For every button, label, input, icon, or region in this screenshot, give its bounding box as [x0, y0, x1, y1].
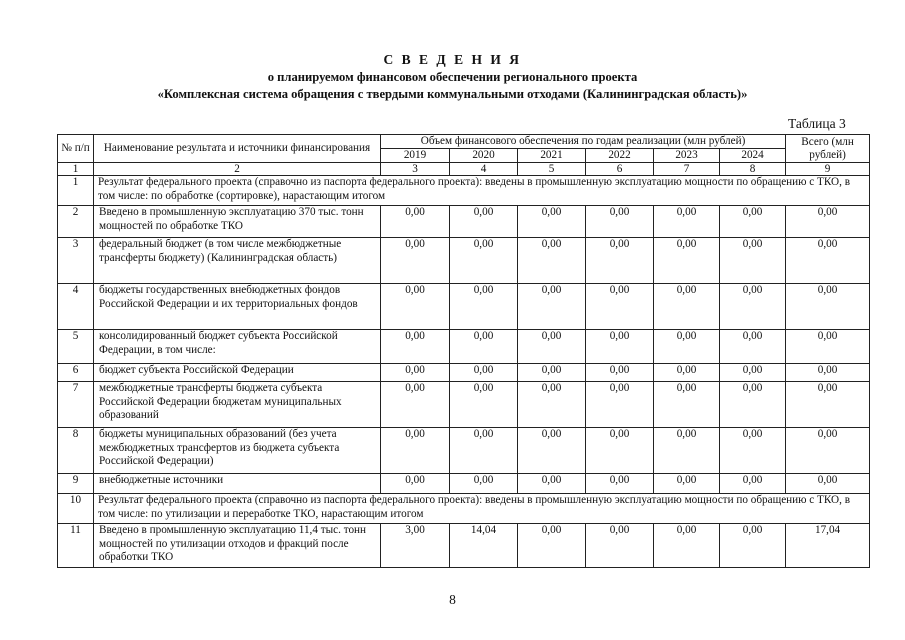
year-value: 0,00 [450, 284, 518, 330]
year-value: 0,00 [450, 364, 518, 382]
total-value: 0,00 [786, 382, 870, 428]
result-description: Результат федерального проекта (справочно из паспорта федерального проекта): введены в промышленную эксплуатацию мощности по обращению с ТКО, в том числе: по обработке (сортировке), нарастающим итогом [94, 176, 870, 206]
table-label: Таблица 3 [788, 116, 846, 131]
year-value: 0,00 [654, 524, 720, 568]
table-row [58, 284, 870, 330]
row-name: внебюджетные источники [94, 474, 381, 494]
column-index: 8 [720, 163, 786, 176]
year-header: 2024 [720, 149, 786, 163]
column-index: 3 [381, 163, 450, 176]
year-value: 0,00 [450, 206, 518, 238]
row-name: Введено в промышленную эксплуатацию 370 тыс. тонн мощностей по обработке ТКО [94, 206, 381, 238]
column-index: 4 [450, 163, 518, 176]
year-header: 2022 [586, 149, 654, 163]
column-index: 1 [58, 163, 94, 176]
table-row [58, 474, 870, 494]
year-value: 0,00 [450, 382, 518, 428]
year-value: 0,00 [586, 330, 654, 364]
year-value: 14,04 [450, 524, 518, 568]
year-header: 2021 [518, 149, 586, 163]
year-value: 0,00 [720, 474, 786, 494]
year-value: 0,00 [586, 364, 654, 382]
year-value: 0,00 [586, 474, 654, 494]
year-value: 0,00 [518, 206, 586, 238]
year-value: 0,00 [720, 382, 786, 428]
header-row-indices [58, 163, 870, 176]
year-header: 2019 [381, 149, 450, 163]
row-number: 2 [58, 206, 94, 238]
result-description: Результат федерального проекта (справочно из паспорта федерального проекта): введены в промышленную эксплуатацию мощности по обращению с ТКО, в том числе: по утилизации и переработке ТКО, нарастающим итогом [94, 494, 870, 524]
col-total-header: Всего (млн рублей) [786, 135, 870, 163]
year-value: 0,00 [518, 238, 586, 284]
year-value: 0,00 [381, 206, 450, 238]
row-name: бюджеты государственных внебюджетных фондов Российской Федерации и их территориальных фондов [94, 284, 381, 330]
year-value: 0,00 [381, 364, 450, 382]
year-value: 0,00 [720, 364, 786, 382]
year-header: 2023 [654, 149, 720, 163]
year-value: 0,00 [586, 524, 654, 568]
table-row [58, 176, 870, 206]
row-name: бюджет субъекта Российской Федерации [94, 364, 381, 382]
total-value: 0,00 [786, 206, 870, 238]
table-row [58, 382, 870, 428]
table-row [58, 238, 870, 284]
financing-table [57, 134, 870, 568]
total-value: 0,00 [786, 428, 870, 474]
year-value: 3,00 [381, 524, 450, 568]
year-value: 0,00 [654, 206, 720, 238]
year-value: 0,00 [450, 238, 518, 284]
year-value: 0,00 [654, 330, 720, 364]
page-number: 8 [449, 592, 456, 607]
row-name: бюджеты муниципальных образований (без учета межбюджетных трансфертов из бюджета субъекта Российской Федерации) [94, 428, 381, 474]
row-number: 6 [58, 364, 94, 382]
col-volume-header: Объем финансового обеспечения по годам реализации (млн рублей) [381, 135, 786, 149]
year-value: 0,00 [720, 284, 786, 330]
year-value: 0,00 [720, 330, 786, 364]
row-number: 11 [58, 524, 94, 568]
year-value: 0,00 [654, 474, 720, 494]
year-value: 0,00 [518, 330, 586, 364]
year-value: 0,00 [720, 524, 786, 568]
row-name: Введено в промышленную эксплуатацию 11,4 тыс. тонн мощностей по утилизации отходов и фракций после обработки ТКО [94, 524, 381, 568]
year-value: 0,00 [450, 474, 518, 494]
total-value: 0,00 [786, 364, 870, 382]
column-index: 2 [94, 163, 381, 176]
year-value: 0,00 [381, 238, 450, 284]
year-value: 0,00 [654, 364, 720, 382]
row-number: 10 [58, 494, 94, 524]
column-index: 7 [654, 163, 720, 176]
year-value: 0,00 [654, 284, 720, 330]
year-value: 0,00 [720, 238, 786, 284]
total-value: 0,00 [786, 238, 870, 284]
row-number: 8 [58, 428, 94, 474]
year-value: 0,00 [518, 364, 586, 382]
year-value: 0,00 [381, 474, 450, 494]
year-value: 0,00 [586, 382, 654, 428]
total-value: 0,00 [786, 284, 870, 330]
year-value: 0,00 [381, 330, 450, 364]
year-header: 2020 [450, 149, 518, 163]
year-value: 0,00 [450, 428, 518, 474]
row-number: 7 [58, 382, 94, 428]
year-value: 0,00 [518, 382, 586, 428]
header-row-1 [58, 135, 870, 149]
year-value: 0,00 [586, 238, 654, 284]
year-value: 0,00 [518, 474, 586, 494]
year-value: 0,00 [586, 284, 654, 330]
row-number: 1 [58, 176, 94, 206]
year-value: 0,00 [381, 382, 450, 428]
year-value: 0,00 [720, 206, 786, 238]
table-row [58, 494, 870, 524]
col-name-header: Наименование результата и источники финансирования [94, 135, 381, 163]
row-number: 5 [58, 330, 94, 364]
year-value: 0,00 [586, 206, 654, 238]
table-row [58, 206, 870, 238]
column-index: 9 [786, 163, 870, 176]
row-number: 4 [58, 284, 94, 330]
table-row [58, 364, 870, 382]
year-value: 0,00 [654, 382, 720, 428]
col-num-header: № п/п [58, 135, 94, 163]
year-value: 0,00 [654, 428, 720, 474]
document-title: С В Е Д Е Н И Я [383, 52, 522, 67]
year-value: 0,00 [654, 238, 720, 284]
total-value: 0,00 [786, 330, 870, 364]
table-body [58, 176, 870, 568]
table-row [58, 524, 870, 568]
document-subtitle: о планируемом финансовом обеспечении регионального проекта [267, 70, 638, 84]
year-value: 0,00 [720, 428, 786, 474]
column-index: 6 [586, 163, 654, 176]
year-value: 0,00 [518, 428, 586, 474]
total-value: 0,00 [786, 474, 870, 494]
table-row [58, 428, 870, 474]
year-value: 0,00 [450, 330, 518, 364]
row-number: 3 [58, 238, 94, 284]
project-name: «Комплексная система обращения с твердыми коммунальными отходами (Калининградская область)» [157, 87, 748, 101]
year-value: 0,00 [518, 284, 586, 330]
row-name: консолидированный бюджет субъекта Российской Федерации, в том числе: [94, 330, 381, 364]
year-value: 0,00 [518, 524, 586, 568]
column-index: 5 [518, 163, 586, 176]
table-row [58, 330, 870, 364]
year-value: 0,00 [381, 428, 450, 474]
year-value: 0,00 [586, 428, 654, 474]
row-name: федеральный бюджет (в том числе межбюджетные трансферты бюджету) (Калининградская область) [94, 238, 381, 284]
year-value: 0,00 [381, 284, 450, 330]
row-name: межбюджетные трансферты бюджета субъекта Российской Федерации бюджетам муниципальных образований [94, 382, 381, 428]
row-number: 9 [58, 474, 94, 494]
total-value: 17,04 [786, 524, 870, 568]
